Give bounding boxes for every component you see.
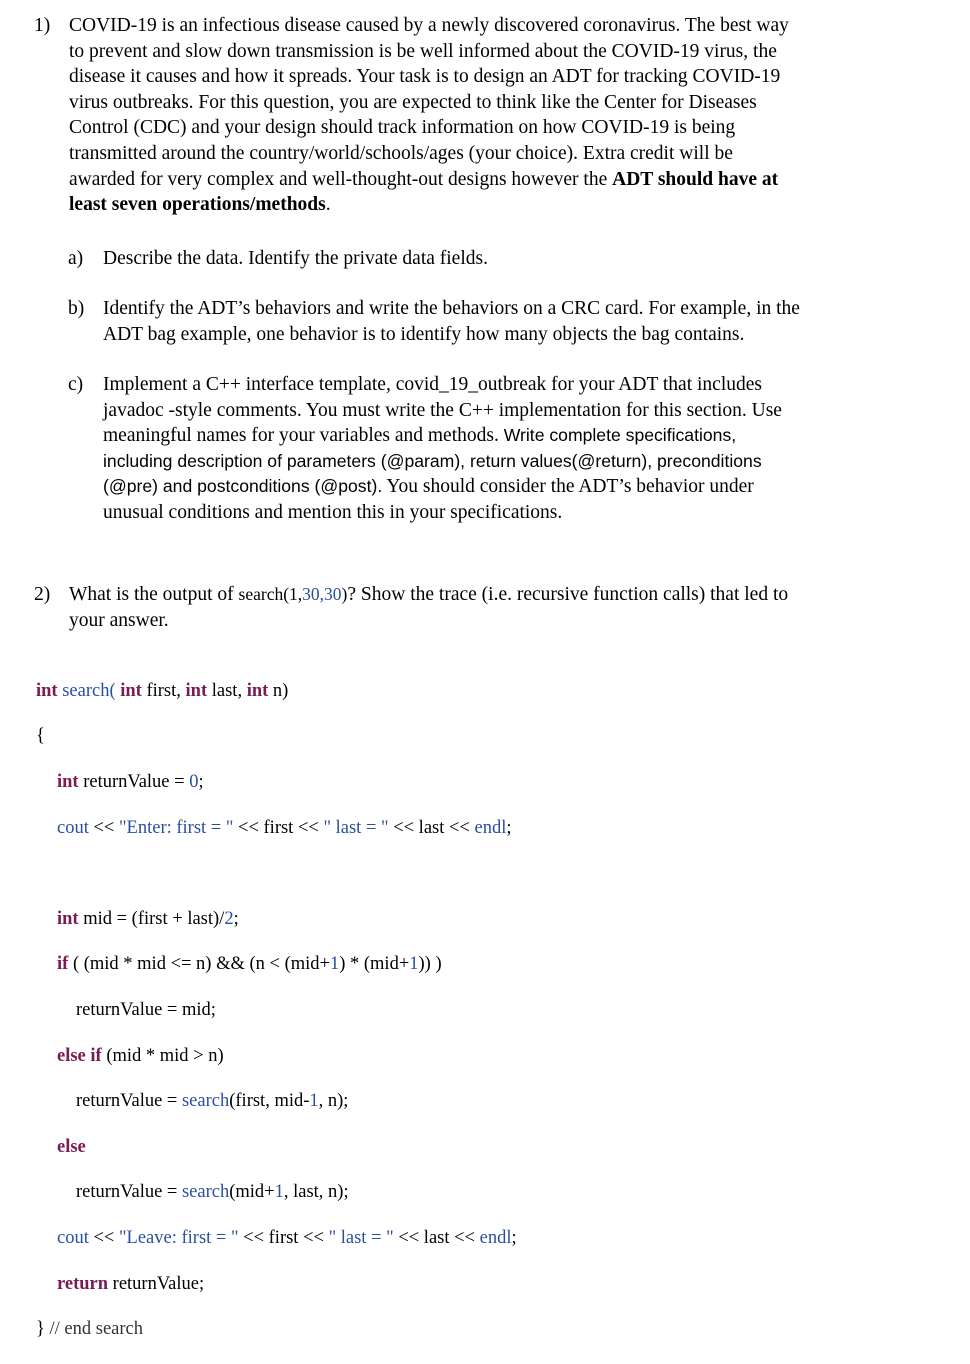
code-line-6 <box>36 1045 517 1068</box>
code-text: , n); <box>318 1091 349 1112</box>
q1-paragraph <box>69 13 789 218</box>
q1-number: 1) <box>34 15 51 36</box>
qc-line-3-sans: Write complete specifications, <box>498 425 737 446</box>
code-function: endl <box>474 817 507 838</box>
qc-line-5-serif: You should consider the ADT’s behavior under <box>382 476 754 498</box>
code-number: 1 <box>409 954 419 975</box>
code-function: search <box>181 1091 230 1112</box>
code-blank-line <box>36 862 517 885</box>
code-close <box>36 1318 517 1341</box>
qb-paragraph <box>103 296 800 347</box>
code-keyword: int <box>57 908 79 929</box>
code-text: } <box>36 1319 45 1340</box>
code-string: "Enter: first = " <box>118 817 234 838</box>
code-function: search( <box>57 680 116 701</box>
qc-line-5-sans: (@pre) and postconditions (@post). <box>103 476 383 497</box>
code-text: returnValue; <box>108 1273 205 1294</box>
code-text: first, <box>141 680 186 701</box>
qc-line-4-sans: including description of parameters (@param), return values(@return), preconditions <box>103 450 762 471</box>
qa-text: Describe the data. Identify the private data fields. <box>103 248 488 269</box>
code-string: " last = " <box>328 1227 394 1248</box>
code-text: (first, mid- <box>229 1091 310 1112</box>
q2-call-args: 30,30 <box>302 584 342 604</box>
code-text: (mid * mid > n) <box>101 1045 224 1066</box>
q2-line-2: your answer. <box>69 609 169 631</box>
code-block <box>36 657 517 1364</box>
code-number: 2 <box>224 908 234 929</box>
code-function: cout <box>57 1227 89 1248</box>
qa-label: a) <box>68 248 84 269</box>
code-text: returnValue = <box>76 1182 182 1203</box>
q1-line-7-text: awarded for very complex and well-thought-out designs however the <box>69 168 613 190</box>
code-line-1 <box>36 771 517 794</box>
q1-line-2: to prevent and slow down transmission is be well informed about the COVID-19 virus, the <box>69 40 777 62</box>
code-keyword: int <box>115 680 142 701</box>
qb-line-1: Identify the ADT’s behaviors and write the behaviors on a CRC card. For example, in the <box>103 298 800 319</box>
code-text: << <box>88 1227 119 1248</box>
code-keyword: int <box>246 680 269 701</box>
code-line-8 <box>36 1136 517 1159</box>
code-text: returnValue = <box>76 1091 182 1112</box>
code-text: { <box>36 726 45 747</box>
qc-line-4 <box>103 449 782 475</box>
code-text: returnValue = mid; <box>76 999 216 1020</box>
code-string: " last = " <box>323 817 389 838</box>
code-text: )) ) <box>418 954 442 975</box>
code-keyword: else if <box>57 1045 102 1066</box>
code-line-4 <box>36 953 517 976</box>
code-comment: // end search <box>44 1319 144 1340</box>
code-text: << first << <box>233 817 324 838</box>
code-text: ) * (mid+ <box>339 954 410 975</box>
code-line-10 <box>36 1227 517 1250</box>
q1-line-7 <box>69 167 789 193</box>
q1-line-7-bold: ADT should have at <box>612 168 779 190</box>
code-number: 1 <box>329 954 340 975</box>
code-keyword: else <box>57 1136 86 1157</box>
q2-paragraph <box>69 582 788 633</box>
q1-line-8-bold: least seven operations/methods <box>69 194 326 216</box>
q1-line-3: disease it causes and how it spreads. Your task is to design an ADT for tracking COVID-19 <box>69 66 781 88</box>
q2-line-1-b: ? Show the trace (i.e. recursive function calls) that led to <box>347 584 789 605</box>
code-text: ; <box>233 908 239 929</box>
code-signature <box>36 680 517 703</box>
code-line-2 <box>36 817 517 840</box>
code-function: search <box>181 1182 230 1203</box>
code-text: ; <box>506 817 512 838</box>
q1-line-8 <box>69 192 789 218</box>
code-line-3 <box>36 908 517 931</box>
code-function: endl <box>479 1227 512 1248</box>
qc-label: c) <box>68 374 84 395</box>
code-text: last, <box>207 680 247 701</box>
code-number: 1 <box>309 1091 319 1112</box>
code-text: , last, n); <box>283 1182 349 1203</box>
code-string: "Leave: first = " <box>118 1227 239 1248</box>
q2-line-1-a: What is the output of <box>69 584 239 605</box>
q1-line-8-end: . <box>325 194 331 216</box>
code-text: ( (mid * mid <= n) && (n < (mid+ <box>68 954 330 975</box>
q1-line-6: transmitted around the country/world/schools/ages (your choice). Extra credit will be <box>69 142 733 164</box>
q2-line-1 <box>69 582 788 608</box>
qc-line-1: Implement a C++ interface template, covid_19_outbreak for your ADT that includes <box>103 374 762 395</box>
code-keyword: int <box>185 680 208 701</box>
qc-line-6: unusual conditions and mention this in your specifications. <box>103 501 563 523</box>
q1-line-4: virus outbreaks. For this question, you are expected to think like the Center for Diseases <box>69 91 757 113</box>
code-text: n) <box>268 680 289 701</box>
code-open-brace <box>36 725 517 748</box>
code-text: returnValue = <box>78 771 190 792</box>
code-text: << last << <box>388 817 475 838</box>
qc-line-3 <box>103 423 782 449</box>
qc-line-2: javadoc -style comments. You must write the C++ implementation for this section. Use <box>103 399 782 421</box>
code-keyword: return <box>57 1273 109 1294</box>
code-keyword: if <box>57 954 69 975</box>
qb-label: b) <box>68 298 85 319</box>
q2-call-end: ) <box>341 584 348 604</box>
code-function: cout <box>57 817 89 838</box>
qc-line-3-serif: meaningful names for your variables and methods. <box>103 425 499 447</box>
code-text: ; <box>511 1227 517 1248</box>
qc-paragraph <box>103 372 782 526</box>
q1-line-5: Control (CDC) and your design should track information on how COVID-19 is being <box>69 117 736 139</box>
code-text: << <box>88 817 119 838</box>
code-text: (mid+ <box>229 1182 275 1203</box>
q1-line-1: COVID-19 is an infectious disease caused by a newly discovered coronavirus. The best way <box>69 15 789 36</box>
code-keyword: int <box>36 680 58 701</box>
q2-number: 2) <box>34 584 51 605</box>
code-keyword: int <box>57 771 79 792</box>
code-line-11 <box>36 1273 517 1296</box>
code-text: << first << <box>238 1227 329 1248</box>
qb-line-2: ADT bag example, one behavior is to identify how many objects the bag contains. <box>103 323 745 345</box>
code-text: << last << <box>393 1227 480 1248</box>
code-line-7 <box>36 1090 517 1113</box>
code-number: 1 <box>274 1182 284 1203</box>
code-text: ; <box>198 771 204 792</box>
code-line-5 <box>36 999 517 1022</box>
qc-line-5 <box>103 474 782 500</box>
code-line-9 <box>36 1181 517 1204</box>
code-number: 0 <box>189 771 199 792</box>
code-text: mid = (first + last)/ <box>78 908 225 929</box>
q2-call-fn: search(1, <box>238 584 303 604</box>
